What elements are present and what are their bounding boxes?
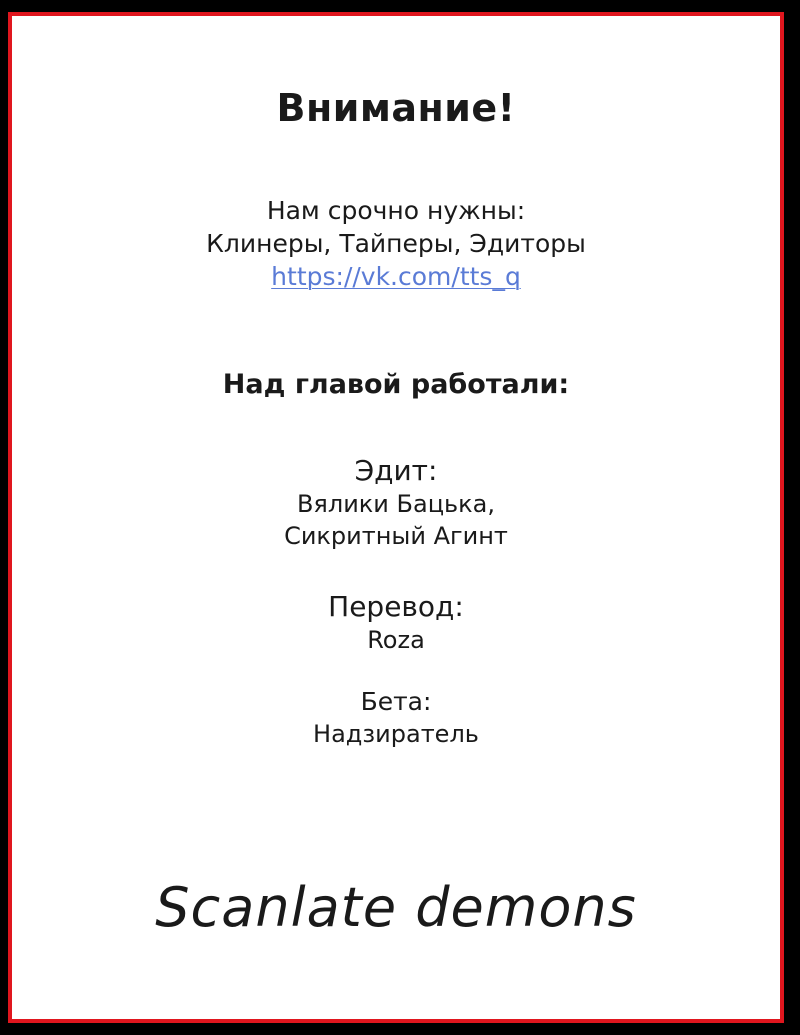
translation-label: Перевод: xyxy=(328,590,464,623)
vk-link[interactable]: https://vk.com/tts_q xyxy=(271,262,521,291)
beta-label: Бета: xyxy=(360,687,432,716)
translation-credits xyxy=(12,590,780,656)
worked-heading: Над главой работали: xyxy=(222,369,570,400)
translation-name: Roza xyxy=(367,626,425,654)
edit-credits xyxy=(12,454,780,552)
recruitment-block xyxy=(12,194,780,293)
edit-name: Сикритный Агинт xyxy=(284,522,508,550)
recruitment-line: Нам срочно нужны: xyxy=(266,196,526,225)
beta-name: Надзиратель xyxy=(313,720,479,748)
team-brand: Scanlate demons xyxy=(155,876,637,939)
credits-page xyxy=(12,16,780,1019)
edit-label: Эдит: xyxy=(354,454,438,487)
page-title: Внимание! xyxy=(276,86,516,130)
edit-name: Вялики Бацька, xyxy=(296,490,496,518)
beta-credits xyxy=(12,686,780,750)
recruitment-roles: Клинеры, Тайперы, Эдиторы xyxy=(206,229,586,258)
